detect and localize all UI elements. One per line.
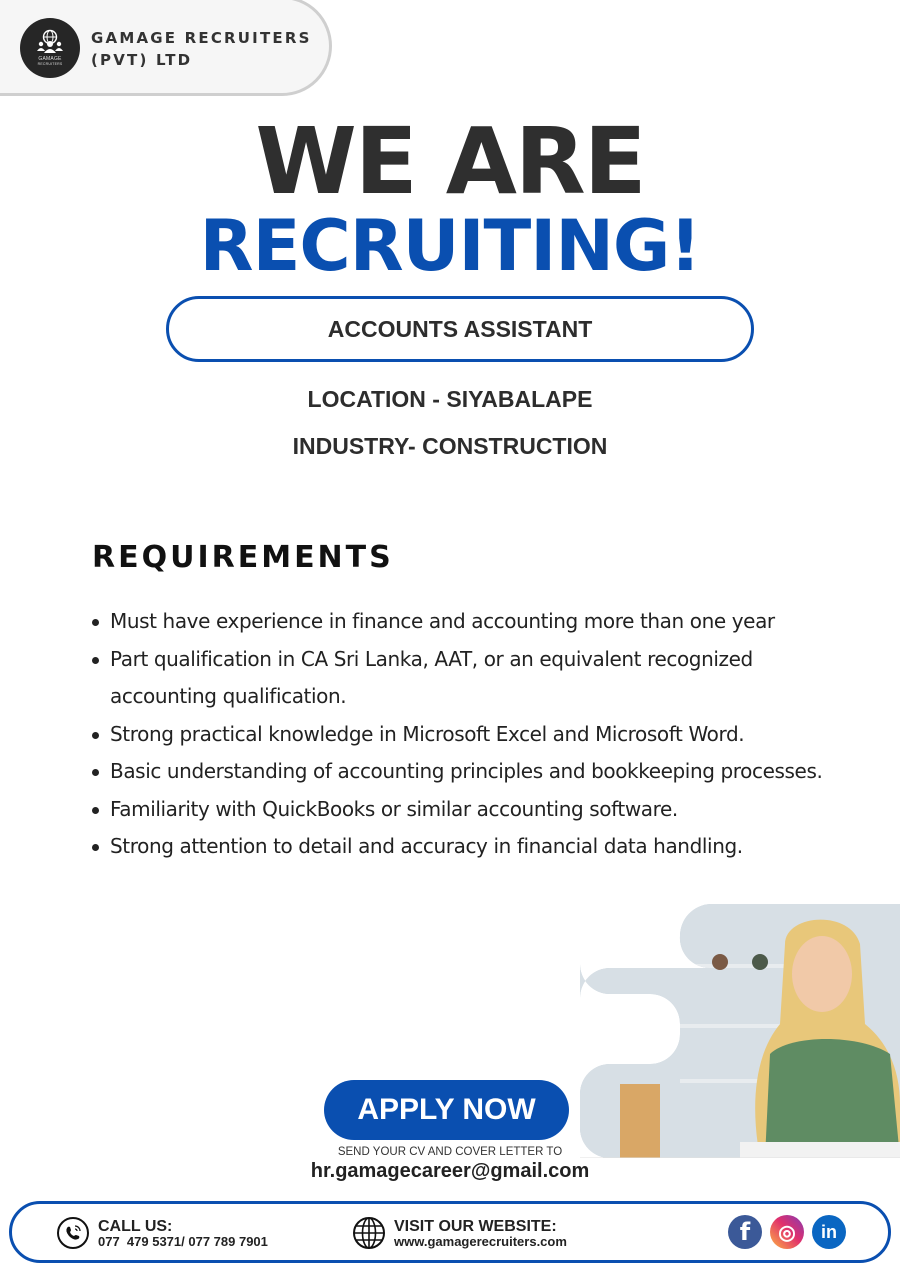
call-us-block: [56, 1216, 268, 1250]
requirement-item: Part qualification in CA Sri Lanka, AAT, or an equivalent recognized accounting qualification.: [90, 641, 800, 716]
requirements-heading: REQUIREMENTS: [92, 540, 394, 575]
logo-text-line1: GAMAGE: [38, 56, 62, 62]
headline-we-are: WE ARE: [255, 108, 645, 215]
apply-instruction: SEND YOUR CV AND COVER LETTER TO: [337, 1146, 563, 1158]
globe-icon: [352, 1216, 386, 1250]
company-name: [91, 27, 312, 71]
job-title: ACCOUNTS ASSISTANT: [327, 315, 593, 342]
apply-now-button[interactable]: APPLY NOW: [324, 1080, 569, 1140]
company-name-line1: GAMAGE RECRUITERS: [91, 29, 312, 47]
company-name-line2: (PVT) LTD: [91, 51, 193, 69]
phone-numbers[interactable]: 077 479 5371/ 077 789 7901: [98, 1233, 268, 1249]
job-title-badge: [166, 296, 754, 362]
requirement-item: Strong attention to detail and accuracy in financial data handling.: [90, 828, 890, 866]
job-industry: INDUSTRY- CONSTRUCTION: [292, 433, 608, 459]
logo-text-line2: RECRUITERS: [37, 62, 63, 66]
contact-footer: [9, 1201, 891, 1263]
requirement-item: Strong practical knowledge in Microsoft Excel and Microsoft Word.: [90, 716, 890, 754]
requirement-item: Basic understanding of accounting principles and bookkeeping processes.: [90, 753, 890, 791]
globe-people-icon: [35, 29, 65, 57]
job-location: LOCATION - SIYABALAPE: [307, 386, 593, 412]
website-link[interactable]: www.gamagerecruiters.com: [394, 1233, 567, 1249]
call-us-label: CALL US:: [98, 1217, 173, 1235]
requirements-list: [90, 603, 890, 866]
requirement-item: Must have experience in finance and accounting more than one year: [90, 603, 890, 641]
company-logo: [20, 18, 80, 78]
headline-recruiting: RECRUITING!: [199, 205, 701, 287]
apply-email-link[interactable]: hr.gamagecareer@gmail.com: [310, 1160, 590, 1182]
candidate-photo: [580, 904, 900, 1158]
linkedin-icon[interactable]: in: [812, 1215, 846, 1249]
phone-icon: [56, 1216, 90, 1250]
instagram-icon[interactable]: ◎: [770, 1215, 804, 1249]
requirement-item: Familiarity with QuickBooks or similar accounting software.: [90, 791, 890, 829]
website-block: [352, 1216, 567, 1250]
website-label: VISIT OUR WEBSITE:: [394, 1217, 557, 1235]
facebook-icon[interactable]: f: [728, 1215, 762, 1249]
